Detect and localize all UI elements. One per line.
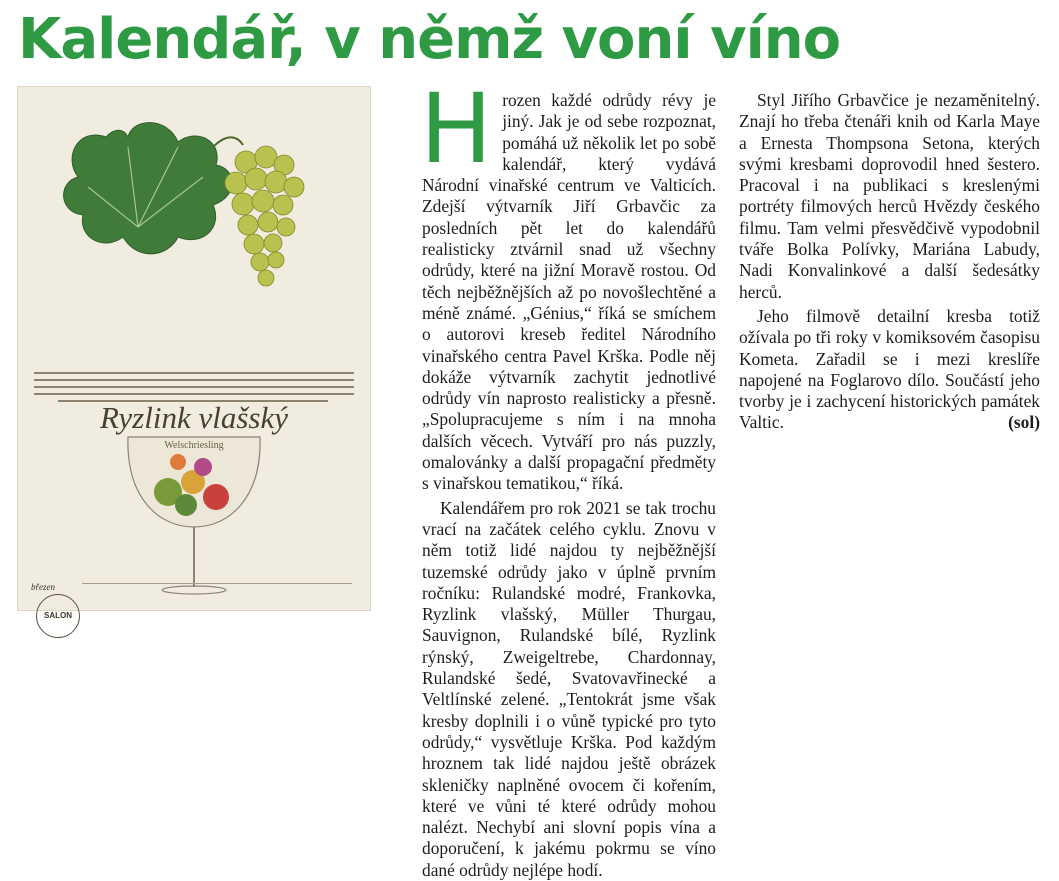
calendar-poster-image	[18, 87, 370, 620]
article-column-1	[420, 73, 716, 880]
poster-month: březen	[31, 582, 55, 592]
article-column-2	[739, 90, 1040, 437]
article-paragraph: H rozen každé odrůdy révy je jiný. Jak je od sebe rozpoznat, pomáhá už několik let po sobě kalendář, který vydává Národní vinařské centrum ve Valticích. Zdejší výtvarník Jiří Grbavčic za posledních pět let do kalendářů realisticky ztvárnil snad už všechny odrůdy, které na jižní Moravě rostou. Od těch nejběžnějších až po novošlechtěné a méně známé. „Génius,“ říká se smíchem o autorovi kreseb ředitel Národního vinařského centra Pavel Krška. Podle něj dokáže výtvarník zachytit jednotlivé odrůdy vín naprosto realisticky a přesně. „Spolupracujeme s ním i na mnoha dalších věcech. Vytváří pro nás puzzly, omalovánky a další propagační předměty s vinařskou tematikou,“ říká.	[420, 73, 716, 494]
drop-cap: H	[420, 73, 493, 185]
article-paragraph: Kalendářem pro rok 2021 se tak trochu vrací na začátek celého cyklu. Znovu v něm totiž lidé najdou ty nejběžnější tuzemské odrůdy jako v úplně prvním ročníku: Rulandské modré, Frankovka, Ryzlink vlašský, Müller Thurgau, Sauvignon, Rulandské bílé, Ryzlink rýnský, Zweigeltrebe, Chardonnay, Rulandské šedé, Svatovavřinecké a Veltlínské zelené. „Tentokrát jsme však kresby doplnili i o vůně typické pro tyto odrůdy,“ vysvětluje Krška. Pod každým hroznem tak lidé najdou ještě obrázek skleničky naplněné ovocem či kořením, které ve vůni té které odrůdy mohou nalézt. Nechybí ani slovní popis vína a doporučení, k jakému pokrmu se víno dané odrůdy nejlépe hodí.	[422, 497, 716, 880]
grape-illustration	[18, 87, 370, 610]
salon-logo: SALON	[36, 594, 80, 638]
poster-title: Ryzlink vlašský	[100, 400, 288, 435]
article-paragraph: Styl Jiřího Grbavčice je nezaměnitelný. Znají ho třeba čtenáři knih od Karla Maye a Ernesta Thompsona Setona, kterých svými kresbami doprovodil hned šestero. Pracoval i na publikaci s kreslenými portréty filmových herců Hvězdy českého filmu. Tam velmi přesvědčivě vypodobnil tváře Bolka Polívky, Mariána Labudy, Nadi Konvalinkové a další šedesátky herců.	[739, 90, 1040, 302]
poster-subtitle: Welschriesling	[164, 440, 224, 451]
author-signature: (sol)	[1008, 412, 1040, 433]
headline: Kalendář, v němž voní víno	[18, 7, 841, 72]
article-paragraph: Jeho filmově detailní kresba totiž ožívala po tři roky v komiksovém časopisu Kometa. Zařadil se i mezi kreslíře napojené na Foglarovo dílo. Součástí jeho tvorby je i zachycení historických památek Valtic. (sol)	[739, 305, 1040, 433]
